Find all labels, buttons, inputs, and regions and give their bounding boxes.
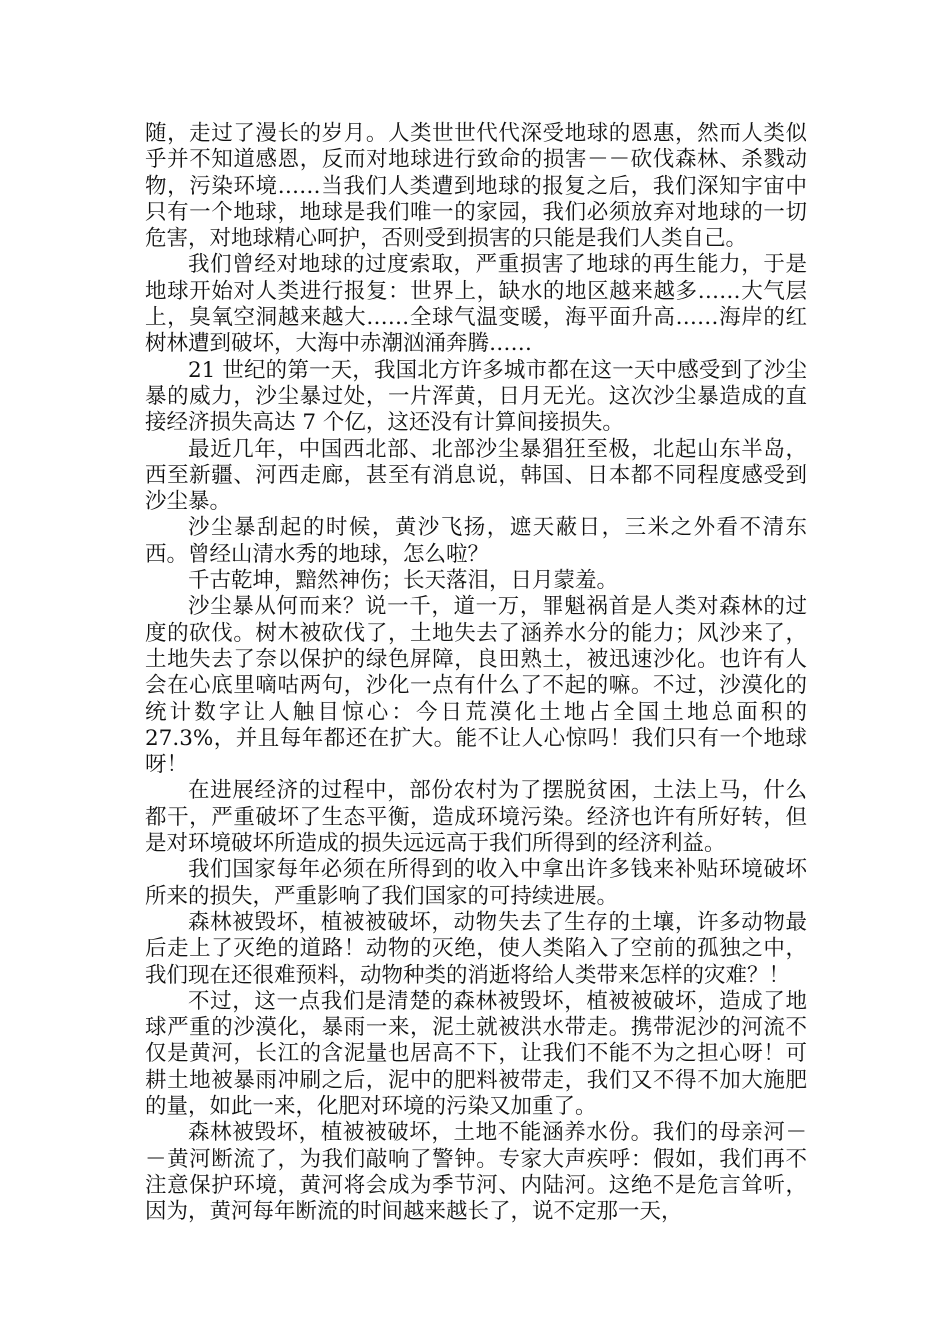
paragraph-sandstorm-scene: 沙尘暴刮起的时候，黄沙飞扬，遮天蔽日，三米之外看不清东西。曾经山清水秀的地球，怎么啦？ — [145, 515, 807, 567]
paragraph-animals: 森林被毁坏，植被被破坏，动物失去了生存的土壤，许多动物最后走上了灭绝的道路！动物的灭绝，使人类陷入了空前的孤独之中，我们现在还很难预料，动物种类的消逝将给人类带来怎样的灾难？！ — [145, 909, 807, 988]
paragraph-sandstorm-cause: 沙尘暴从何而来？说一千，道一万，罪魁祸首是人类对森林的过度的砍伐。树木被砍伐了，土地失去了涵养水分的能力；风沙来了，土地失去了奈以保护的绿色屏障，良田熟土，被迅速沙化。也许有人会在心底里嘀咕两句，沙化一点有什么了不起的嘛。不过，沙漠化的统计数字让人触目惊心：今日荒漠化土地占全国土地总面积的 27.3%，并且每年都还在扩大。能不让人心惊吗！我们只有一个地球呀！ — [145, 594, 807, 778]
paragraph-desertification: 不过，这一点我们是清楚的森林被毁坏，植被被破坏，造成了地球严重的沙漠化，暴雨一来，泥土就被洪水带走。携带泥沙的河流不仅是黄河，长江的含泥量也居高不下，让我们不能不为之担心呀！可耕土地被暴雨冲刷之后，泥中的肥料被带走，我们又不得不加大施肥的量，如此一来，化肥对环境的污染又加重了。 — [145, 988, 807, 1119]
paragraph-continued: 随，走过了漫长的岁月。人类世世代代深受地球的恩惠，然而人类似乎并不知道感恩，反而对地球进行致命的损害－－砍伐森林、杀戮动物，污染环境……当我们人类遭到地球的报复之后，我们深知宇宙中只有一个地球，地球是我们唯一的家园，我们必须放弃对地球的一切危害，对地球精心呵护，否则受到损害的只能是我们人类自己。 — [145, 121, 807, 252]
paragraph-recent-years: 最近几年，中国西北部、北部沙尘暴猖狂至极，北起山东半岛，西至新疆、河西走廊，甚至有消息说，韩国、日本都不同程度感受到沙尘暴。 — [145, 436, 807, 515]
paragraph-sandstorm-21st-century: 21 世纪的第一天，我国北方许多城市都在这一天中感受到了沙尘暴的威力，沙尘暴过处，一片浑黄，日月无光。这次沙尘暴造成的直接经济损失高达 7 个亿，这还没有计算间接损失。 — [145, 357, 807, 436]
paragraph-yellow-river: 森林被毁坏，植被被破坏，土地不能涵养水份。我们的母亲河－－黄河断流了，为我们敲响了警钟。专家大声疾呼：假如，我们再不注意保护环境，黄河将会成为季节河、内陆河。这绝不是危言耸听，因为，黄河每年断流的时间越来越长了，说不定那一天， — [145, 1120, 807, 1225]
paragraph-economy: 在进展经济的过程中，部份农村为了摆脱贫困，土法上马，什么都干，严重破坏了生态平衡，造成环境污染。经济也许有所好转，但是对环境破坏所造成的损失远远高于我们所得到的经济利益。 — [145, 778, 807, 857]
paragraph-compensation: 我们国家每年必须在所得到的收入中拿出许多钱来补贴环境破坏所来的损失，严重影响了我们国家的可持续进展。 — [145, 857, 807, 909]
document-body — [145, 121, 807, 1225]
paragraph-verse: 千古乾坤，黯然神伤；长天落泪，日月蒙羞。 — [188, 568, 619, 594]
paragraph-earth-retaliation: 我们曾经对地球的过度索取，严重损害了地球的再生能力，于是地球开始对人类进行报复：世界上，缺水的地区越来越多……大气层上，臭氧空洞越来越大……全球气温变暖，海平面升高……海岸的红树林遭到破坏，大海中赤潮汹涌奔腾…… — [145, 252, 807, 357]
